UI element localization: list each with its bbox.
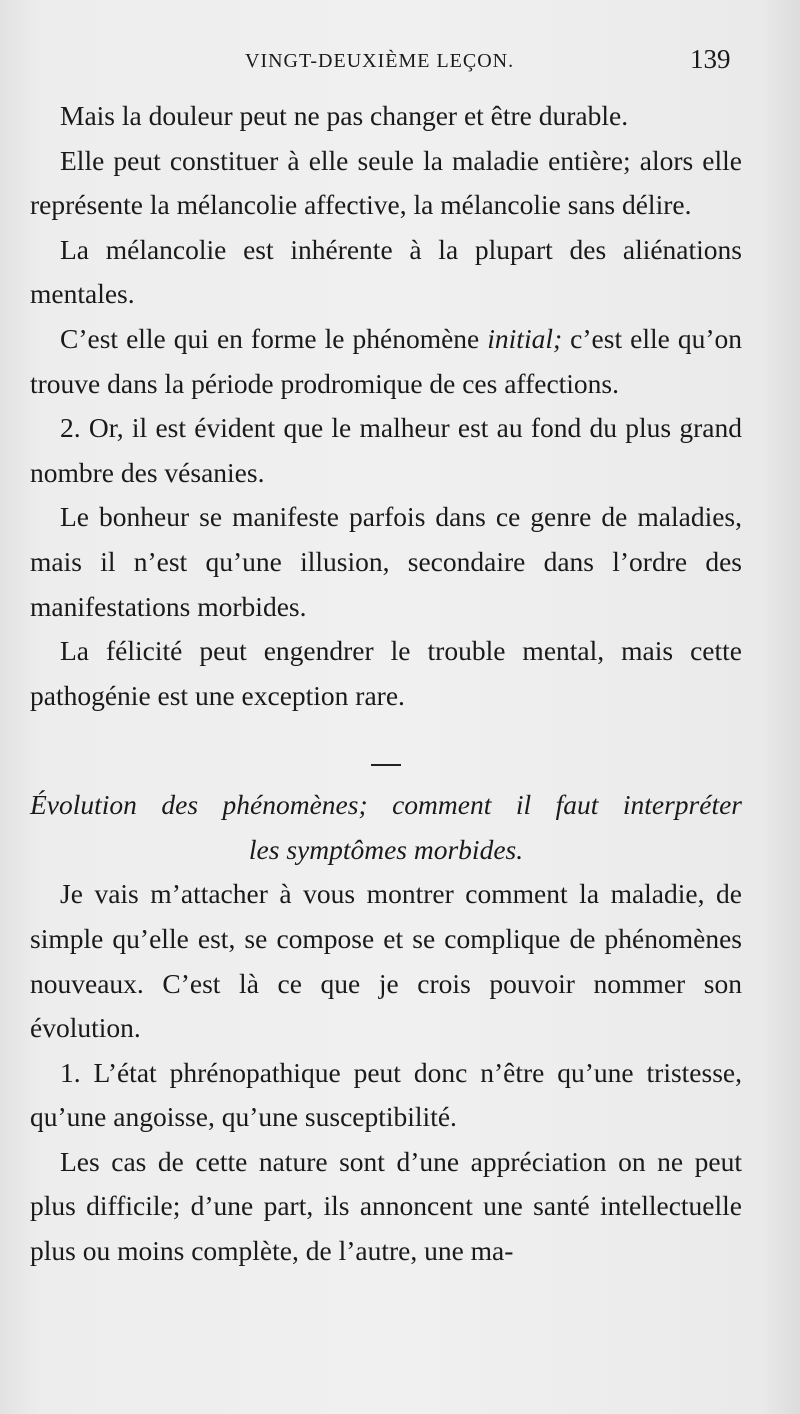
running-head xyxy=(0,44,800,80)
paragraph: Elle peut constituer à elle seule la maladie entière; alors elle représente la mélancolie affective, la mélancolie sans délire. xyxy=(30,144,742,221)
section-title-line: Évolution des phénomènes; comment il faut interpréter xyxy=(30,789,742,821)
paragraph: Le bonheur se manifeste parfois dans ce genre de maladies, mais il n’est qu’une illusion, secondaire dans l’ordre des manifestations morbides. xyxy=(30,501,742,622)
page-number: 139 xyxy=(690,44,731,74)
paragraph: La félicité peut engendrer le trouble mental, mais cette pathogénie est une exception rare. xyxy=(30,635,742,711)
paragraph xyxy=(30,317,742,406)
paragraph: La mélancolie est inhérente à la plupart des aliénations mentales. xyxy=(30,233,742,310)
italic-term: initial; xyxy=(487,322,563,354)
paragraph: 1. L’état phrénopathique peut donc n’être qu’une tristesse, qu’une angoisse, qu’une susceptibilité. xyxy=(30,1056,742,1133)
section-title xyxy=(30,782,742,872)
paragraph: 2. Or, il est évident que le malheur est au fond du plus grand nombre des vésanies. xyxy=(30,412,742,488)
paragraph: Les cas de cette nature sont d’une appréciation on ne peut plus difficile; d’une part, ils annoncent une santé intellectuelle plus ou moins complète, de l’autre, une ma- xyxy=(30,1145,742,1267)
paragraph-text: C’est elle qui en forme le phénomène xyxy=(60,322,488,354)
paragraph-text: c’est elle qu’on trouve dans la période prodromique de ces affections. xyxy=(30,322,742,399)
section-divider xyxy=(30,740,742,770)
paragraph: Mais la douleur peut ne pas changer et être durable. xyxy=(60,100,629,131)
paragraph: Je vais m’attacher à vous montrer comment la maladie, de simple qu’elle est, se compose et se complique de phénomènes nouveaux. C’est là ce que je crois pouvoir nommer son évolution. xyxy=(30,878,742,1044)
section-title-line: les symptômes morbides. xyxy=(248,834,524,866)
running-title: VINGT-DEUXIÈME LEÇON. xyxy=(245,50,515,72)
body-text xyxy=(30,94,742,1274)
